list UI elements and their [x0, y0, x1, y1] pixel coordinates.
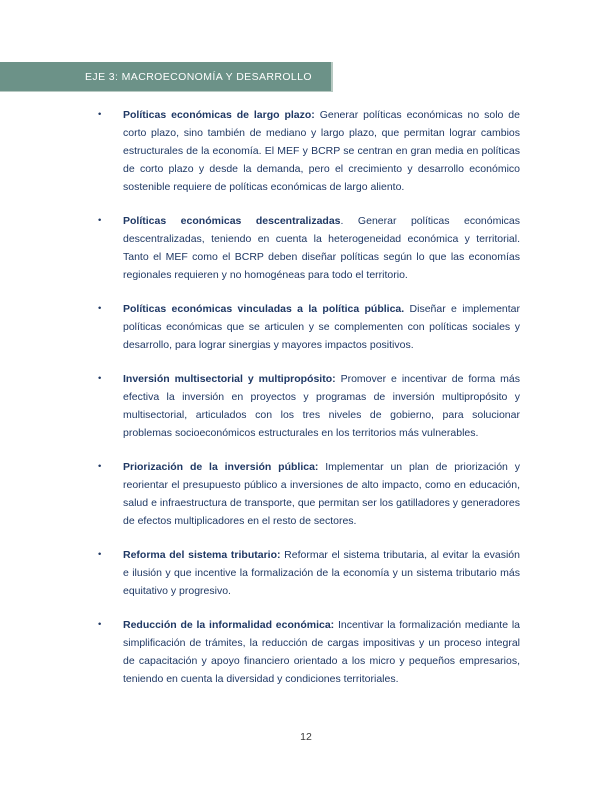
- bullet-paragraph: [123, 106, 520, 196]
- list-item: [98, 212, 520, 284]
- list-item: [98, 300, 520, 354]
- bullet-paragraph: [123, 370, 520, 442]
- bullet-lead: Reforma del sistema tributario:: [123, 549, 281, 561]
- bullet-icon: •: [98, 461, 102, 472]
- bullet-paragraph: [123, 616, 520, 688]
- bullet-body: Diseñar e implementar políticas económicas que se articulen y se complementen con políticas sociales y desarrollo, para lograr sinergias y mayores impactos positivos.: [123, 303, 521, 351]
- bullet-paragraph: [123, 546, 520, 600]
- bullet-icon: •: [98, 373, 102, 384]
- bullet-body: Implementar un plan de priorización y reorientar el presupuesto público a inversiones de alto impacto, como en educación, salud e infraestructura de transporte, que permitan ser los gatilladores y generadores de efectos multiplicadores en el resto de sectores.: [123, 461, 520, 527]
- bullet-list: [0, 106, 612, 704]
- bullet-lead: Políticas económicas de largo plazo:: [123, 109, 315, 121]
- bullet-icon: •: [98, 549, 102, 560]
- bullet-icon: •: [98, 215, 102, 226]
- page-number: 12: [300, 731, 312, 743]
- list-item: [98, 106, 520, 196]
- bullet-body: Promover e incentivar de forma más efectiva la inversión en proyectos y programas de inversión multipropósito y multisectorial, articulados con los tres niveles de gobierno, para solucionar problemas socioeconómicos estructurales en los territorios más vulnerables.: [123, 373, 520, 439]
- bullet-lead: Reducción de la informalidad económica:: [123, 619, 335, 631]
- section-header-band: [0, 62, 333, 92]
- section-title: EJE 3: MACROECONOMÍA Y DESARROLLO: [85, 70, 312, 83]
- bullet-paragraph: [123, 458, 520, 530]
- bullet-icon: •: [98, 109, 102, 120]
- bullet-lead: Políticas económicas descentralizadas: [123, 215, 341, 227]
- bullet-body: Generar políticas económicas no solo de corto plazo, sino también de mediano y largo plazo, que permitan lograr cambios estructurales de la economía. El MEF y BCRP se centran en gran media en políticas de corto plazo y desde la demanda, pero el crecimiento y desarrollo económico sostenible requiere de políticas económicas de largo aliento.: [123, 109, 520, 193]
- bullet-paragraph: [123, 300, 520, 354]
- list-item: [98, 546, 520, 600]
- bullet-lead: Políticas económicas vinculadas a la política pública.: [123, 303, 405, 315]
- bullet-paragraph: [123, 212, 520, 284]
- bullet-lead: Priorización de la inversión pública:: [123, 461, 319, 473]
- bullet-icon: •: [98, 619, 102, 630]
- list-item: [98, 370, 520, 442]
- bullet-body: Incentivar la formalización mediante la simplificación de trámites, la reducción de cargas impositivas y un proceso integral de capacitación y apoyo financiero orientado a los micro y pequeños empresarios, teniendo en cuenta la diversidad y condiciones territoriales.: [123, 619, 520, 685]
- list-item: [98, 616, 520, 688]
- list-item: [98, 458, 520, 530]
- bullet-body: . Generar políticas económicas descentralizadas, teniendo en cuenta la heterogeneidad económica y territorial. Tanto el MEF como el BCRP deben diseñar políticas según lo que las economías regionales requieren y no homogéneas para todo el territorio.: [123, 215, 521, 281]
- bullet-body: Reformar el sistema tributaria, al evitar la evasión e ilusión y que incentive la formalización de la economía y un sistema tributario más equitativo y progresivo.: [123, 549, 520, 597]
- bullet-lead: Inversión multisectorial y multipropósito:: [123, 373, 336, 385]
- bullet-icon: •: [98, 303, 102, 314]
